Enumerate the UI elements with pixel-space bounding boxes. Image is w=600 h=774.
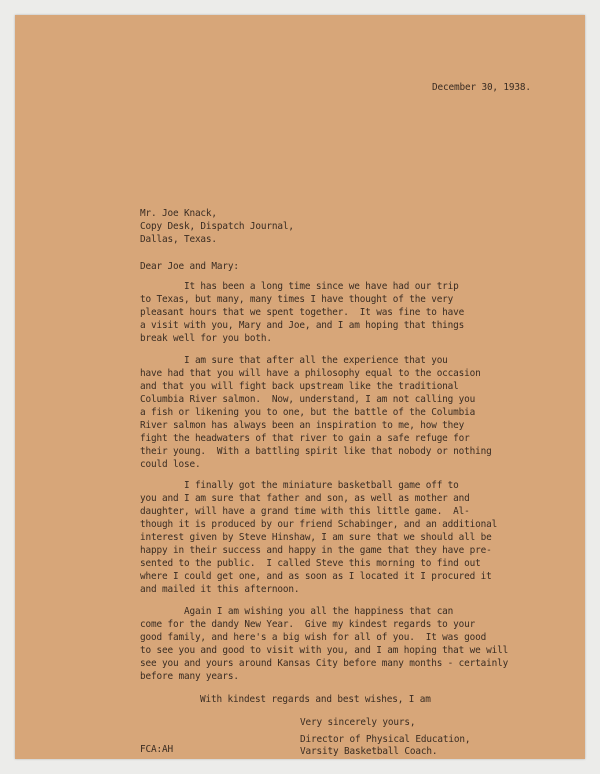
body-line: where I could get one, and as soon as I located it I procured it [140,571,492,582]
signature-title: Varsity Basketball Coach. [300,746,438,757]
body-line: It has been a long time since we have had our trip [140,281,459,292]
body-line: pleasant hours that we spent together. It was fine to have [140,307,465,318]
recipient-line: Dallas, Texas. [140,234,217,245]
body-line: I am sure that after all the experience that you [140,355,448,366]
body-line: have had that you will have a philosophy equal to the occasion [140,368,481,379]
body-line: happy in their success and happy in the game that they have pre- [140,545,492,556]
body-line: though it is produced by our friend Schabinger, and an additional [140,519,498,530]
body-line: before many years. [140,671,239,682]
closing-regards: With kindest regards and best wishes, I am [200,694,431,705]
letter-date: December 30, 1938. [432,82,531,93]
body-line: good family, and here's a big wish for all of you. It was good [140,632,487,643]
body-line: daughter, will have a grand time with this little game. Al- [140,506,470,517]
body-line: break well for you both. [140,333,272,344]
body-line: a fish or likening you to one, but the battle of the Columbia [140,407,476,418]
recipient-line: Mr. Joe Knack, [140,208,217,219]
reference-initials: FCA:AH [140,744,173,755]
body-line: and mailed it this afternoon. [140,584,300,595]
body-line: to see you and good to visit with you, and I am hoping that we will [140,645,509,656]
body-line: interest given by Steve Hinshaw, I am sure that we should all be [140,532,492,543]
body-line: fight the headwaters of that river to gain a safe refuge for [140,433,470,444]
body-line: to Texas, but many, many times I have thought of the very [140,294,454,305]
body-line: River salmon has always been an inspiration to me, how they [140,420,465,431]
recipient-line: Copy Desk, Dispatch Journal, [140,221,294,232]
body-line: and that you will fight back upstream like the traditional [140,381,459,392]
body-line: you and I am sure that father and son, as well as mother and [140,493,470,504]
body-line: Columbia River salmon. Now, understand, I am not calling you [140,394,476,405]
body-line: I finally got the miniature basketball game off to [140,480,459,491]
body-line: their young. With a battling spirit like that nobody or nothing [140,446,492,457]
body-line: come for the dandy New Year. Give my kindest regards to your [140,619,476,630]
body-line: sented to the public. I called Steve this morning to find out [140,558,481,569]
body-line: Again I am wishing you all the happiness that can [140,606,454,617]
signature-title: Director of Physical Education, [300,734,471,745]
body-line: could lose. [140,459,201,470]
letter-page [15,15,585,759]
body-line: see you and yours around Kansas City before many months - certainly [140,658,509,669]
body-line: a visit with you, Mary and Joe, and I am hoping that things [140,320,465,331]
salutation: Dear Joe and Mary: [140,261,239,272]
complimentary-close: Very sincerely yours, [300,717,416,728]
